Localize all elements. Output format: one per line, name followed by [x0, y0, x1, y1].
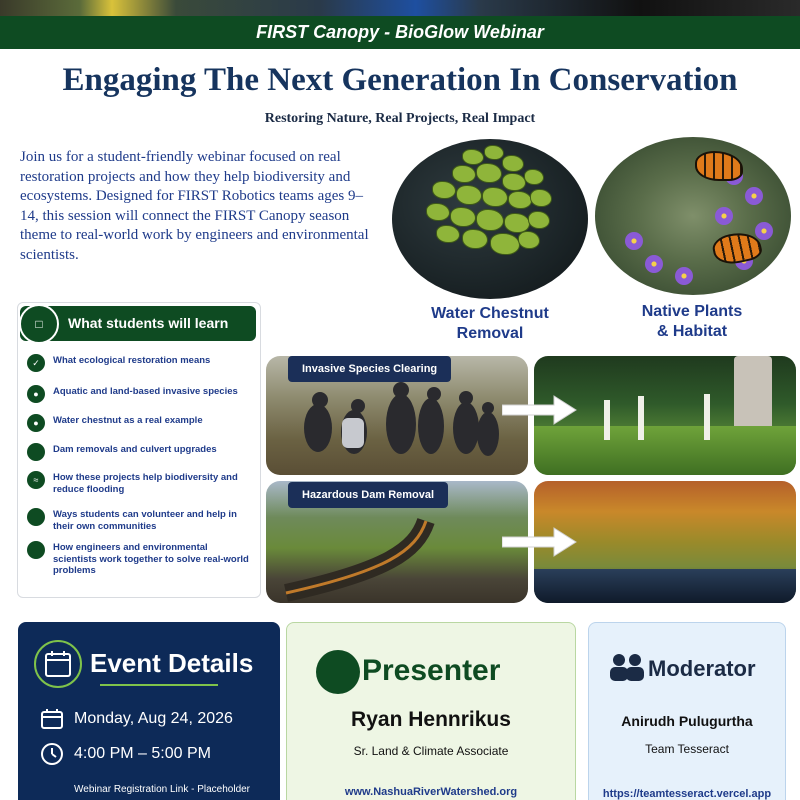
page-subtitle: Restoring Nature, Real Projects, Real Impact	[264, 111, 536, 126]
list-bullet-icon	[27, 541, 45, 559]
learn-item: Ways students can volunteer and help in their own communities	[27, 508, 252, 532]
invasive-clearing-label: Invasive Species Clearing	[288, 356, 451, 382]
list-bullet-icon	[27, 443, 45, 461]
event-date: Monday, Aug 24, 2026	[74, 710, 233, 727]
native-plants-caption: Native Plants & Habitat	[641, 303, 743, 340]
intro-paragraph: Join us for a student-friendly webinar focused on real restoration projects and how they help biodiversity and ecosystems. Designed for FIRST Robotics teams ages 9–14, this session will connect the FIRST Canopy season theme to real-world work by engineers and environmental scientists.	[20, 149, 369, 263]
list-bullet-icon: ≈	[27, 471, 45, 489]
top-photo-strip	[0, 0, 800, 16]
check-icon: ✓	[27, 354, 45, 372]
water-chestnut-photo	[392, 139, 588, 299]
learn-item: ✓ What ecological restoration means	[27, 354, 252, 372]
registration-link[interactable]: Webinar Registration Link - Placeholder	[74, 784, 251, 795]
learn-item: How engineers and environmental scientists work together to solve real-world problems	[27, 541, 252, 577]
page-title: Engaging The Next Generation In Conservation	[62, 62, 738, 98]
moderator-heading: Moderator	[648, 656, 756, 681]
moderator-card	[588, 622, 786, 800]
arrow-right-icon	[502, 394, 578, 426]
learn-item: ≈ How these projects help biodiversity and reduce flooding	[27, 471, 252, 495]
learn-heading: What students will learn	[20, 306, 256, 341]
calendar-icon	[36, 642, 80, 686]
water-chestnut-caption: Water Chestnut Removal	[431, 305, 549, 342]
people-icon	[607, 652, 647, 682]
clock-icon	[40, 742, 64, 766]
native-plants-photo	[595, 137, 791, 295]
presenter-website-link[interactable]: www.NashuaRiverWatershed.org	[344, 786, 518, 798]
presenter-role: Sr. Land & Climate Associate	[353, 744, 509, 758]
butterfly-icon	[695, 151, 743, 181]
list-bullet-icon: ●	[27, 385, 45, 403]
learn-item: Dam removals and culvert upgrades	[27, 443, 252, 461]
event-time: 4:00 PM – 5:00 PM	[74, 745, 211, 762]
moderator-name: Anirudh Pulugurtha	[621, 713, 753, 729]
webinar-banner: FIRST Canopy - BioGlow Webinar	[0, 16, 800, 49]
calendar-icon-badge	[34, 640, 82, 688]
moderator-team: Team Tesseract	[645, 742, 729, 756]
presenter-name: Ryan Hennrikus	[351, 708, 511, 731]
arrow-right-icon	[502, 526, 578, 558]
list-bullet-icon: ●	[27, 414, 45, 432]
heading-underline	[100, 684, 218, 686]
event-details-heading: Event Details	[90, 648, 254, 678]
learn-item: ● Water chestnut as a real example	[27, 414, 252, 432]
learn-item: ● Aquatic and land-based invasive species	[27, 385, 252, 403]
list-bullet-icon	[27, 508, 45, 526]
presenter-heading: Presenter	[362, 654, 501, 687]
moderator-website-link[interactable]: https://teamtesseract.vercel.app	[602, 788, 772, 800]
presenter-icon	[316, 650, 360, 694]
dam-removal-label: Hazardous Dam Removal	[288, 482, 448, 508]
calendar-icon	[40, 708, 64, 730]
book-icon: □	[19, 304, 59, 344]
